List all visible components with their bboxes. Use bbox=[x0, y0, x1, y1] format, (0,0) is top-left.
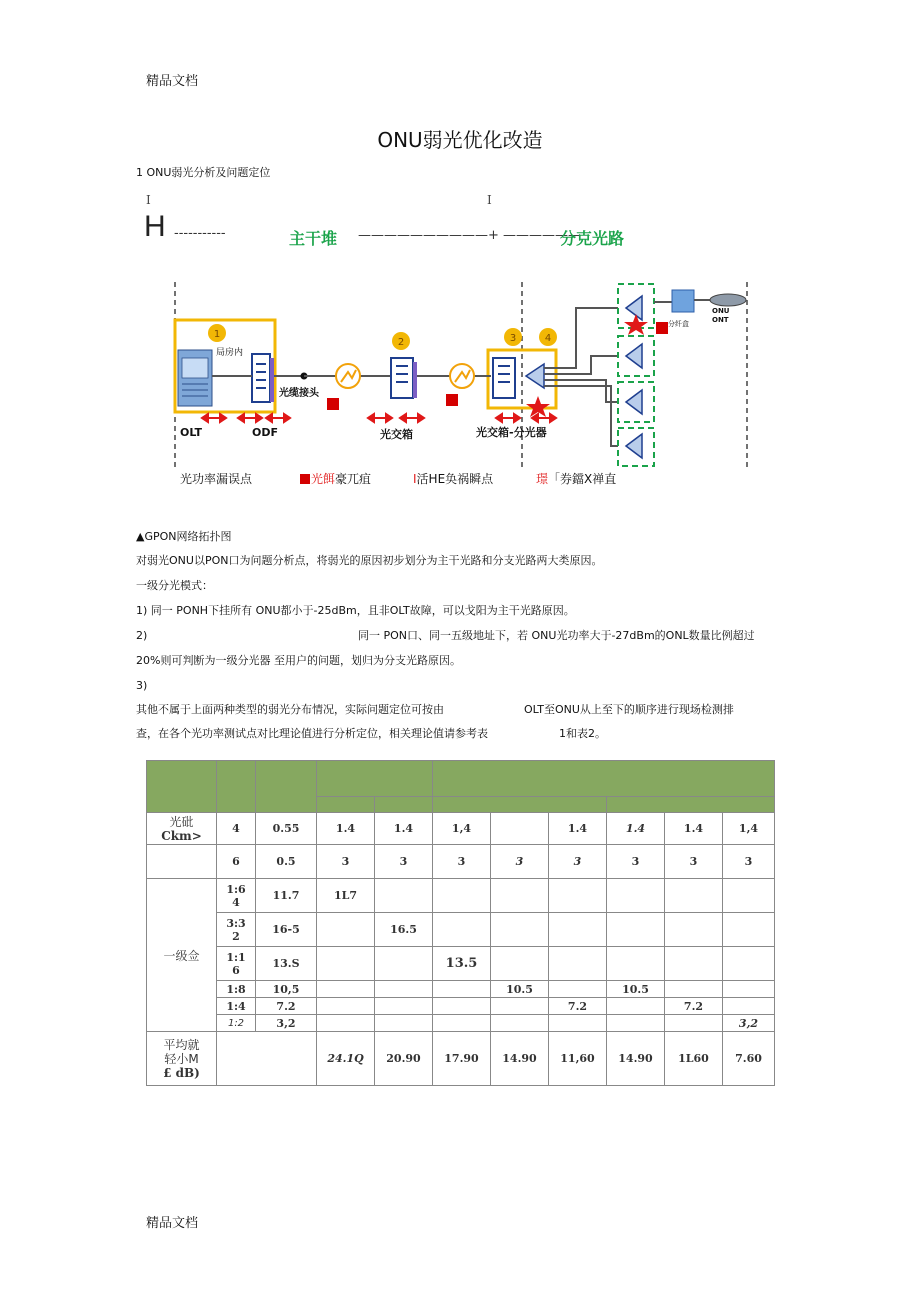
table-row-fiber: 光砒 Ckm> 4 0.55 1.4 1.4 1,4 1.4 1.4 1.4 1,4 bbox=[147, 813, 775, 845]
red-star-marker bbox=[624, 314, 648, 335]
olt-label: OLT bbox=[180, 426, 203, 439]
svg-text:4: 4 bbox=[544, 333, 552, 344]
paragraph-8b: 1和表2。 bbox=[559, 727, 606, 740]
table-row-2: 6 0.5 3 3 3 3 3 3 3 3 bbox=[147, 845, 775, 879]
splitter-box-icon bbox=[672, 290, 694, 312]
document-title: ONU弱光优化改造 bbox=[377, 128, 543, 152]
table-row-split-1-32: 3:3 2 16-5 16.5 bbox=[147, 913, 775, 947]
paragraph-1: 对弱光ONU以PON口为问题分析点，将弱光的原因初步划分为主干光路和分支光路两大类原因。 bbox=[136, 554, 603, 567]
paragraph-3: 1) 同一 PONH下挂所有 ONU都小于-25dBm，且非OLT故障，可以戈阳为主干光路原因。 bbox=[136, 604, 575, 617]
svg-text:2: 2 bbox=[397, 337, 405, 348]
odf-label: ODF bbox=[252, 426, 278, 439]
paragraph-6: 3) bbox=[136, 679, 148, 692]
branch-splitter-2 bbox=[618, 336, 654, 376]
topo-dash-2: ——————————+ —————— bbox=[358, 228, 582, 243]
svg-text:ONT: ONT bbox=[712, 316, 729, 324]
table-row-split-1-8: 1:8 10,5 10.5 10.5 bbox=[147, 981, 775, 998]
legend-item-4: 璟「券鐺X禅直 bbox=[536, 472, 617, 486]
measure-arrows bbox=[202, 414, 556, 422]
topo-dash-1: ----------- bbox=[174, 226, 226, 241]
red-square-marker bbox=[656, 322, 668, 334]
cable-joint-label: 光缆接头 bbox=[279, 388, 319, 399]
paragraph-8a: 查，在各个光功率测试点对比理论值进行分析定位，相关理论值请参考表 bbox=[136, 727, 488, 740]
legend-item-3: I活HE奂祸瞬点 bbox=[413, 472, 494, 486]
page-footer: 精品文档 bbox=[146, 1216, 199, 1231]
topo-trunk-label: 主干堆 bbox=[289, 229, 338, 248]
legend-item-2: 光餌豪兀疽 bbox=[300, 470, 371, 487]
table-row-split-1-16: 1:1 6 13.S 13.5 bbox=[147, 947, 775, 981]
cross-box-splitter-icon bbox=[493, 358, 544, 398]
red-square-icon bbox=[300, 474, 310, 484]
connector-icon-2 bbox=[450, 364, 474, 388]
odf-rack-icon bbox=[252, 354, 274, 402]
paragraph-4-num: 2) bbox=[136, 629, 148, 642]
paragraph-7b: OLT至ONU从上至下的顺序进行现场检测排 bbox=[524, 703, 734, 716]
pipe-mark-left: I bbox=[146, 193, 151, 207]
paragraph-4: 同一 PON口、同一五级地址下，若 ONU光功率大于-27dBm的ONL数量比例超过 bbox=[358, 629, 755, 642]
onu-device-icon bbox=[710, 294, 746, 306]
cross-box-label: 光交箱 bbox=[380, 428, 413, 441]
svg-text:3: 3 bbox=[509, 333, 517, 344]
svg-text:1: 1 bbox=[213, 329, 221, 340]
cross-box-device-icon bbox=[391, 358, 417, 398]
legend-item-1: 光功率漏误点 bbox=[180, 472, 253, 486]
section-heading: 1 ONU弱光分析及问题定位 bbox=[136, 166, 271, 179]
table-row-average: 平均就 轻小M £ dB) 24.1Q 20.90 17.90 14.90 11,60 14.90 1L60 7.60 bbox=[147, 1032, 775, 1086]
page-header: 精品文档 bbox=[146, 74, 199, 89]
branch-splitter-3 bbox=[618, 382, 654, 422]
table-row-split-1-4: 1:4 7.2 7.2 7.2 bbox=[147, 998, 775, 1015]
olt-device-icon bbox=[178, 350, 212, 406]
cross-box-splitter-label: 光交箱-分光器 bbox=[476, 426, 547, 439]
splitter-box-label: 分纤盒 bbox=[668, 320, 689, 328]
topo-big-letter: H bbox=[144, 210, 166, 243]
loss-table bbox=[146, 760, 775, 1086]
figure-caption: ▲GPON网络拓扑图 bbox=[136, 530, 232, 543]
table-row-split-1-64: 一级佥 1:6 4 11.7 1L7 bbox=[147, 879, 775, 913]
branch-splitter-4 bbox=[618, 428, 654, 466]
topo-branch-label: 分克光路 bbox=[560, 229, 625, 248]
table-header-row bbox=[147, 761, 775, 797]
red-square-marker bbox=[327, 398, 339, 410]
svg-text:ONU: ONU bbox=[712, 307, 730, 315]
paragraph-5: 20%则可判断为一级分光器 至用户的问题，划归为分支光路原因。 bbox=[136, 654, 461, 667]
paragraph-7a: 其他不属于上面两种类型的弱光分布情况，实际问题定位可按由 bbox=[136, 703, 444, 716]
paragraph-2: 一级分光模式： bbox=[136, 579, 213, 592]
gpon-topology-diagram bbox=[166, 278, 756, 470]
red-square-marker bbox=[446, 394, 458, 406]
table-row-split-1-2: 1:2 3,2 3,2 bbox=[147, 1015, 775, 1032]
machine-room-label: 局房内 bbox=[216, 348, 244, 358]
pipe-mark-right: I bbox=[487, 193, 492, 207]
connector-icon-1 bbox=[336, 364, 360, 388]
